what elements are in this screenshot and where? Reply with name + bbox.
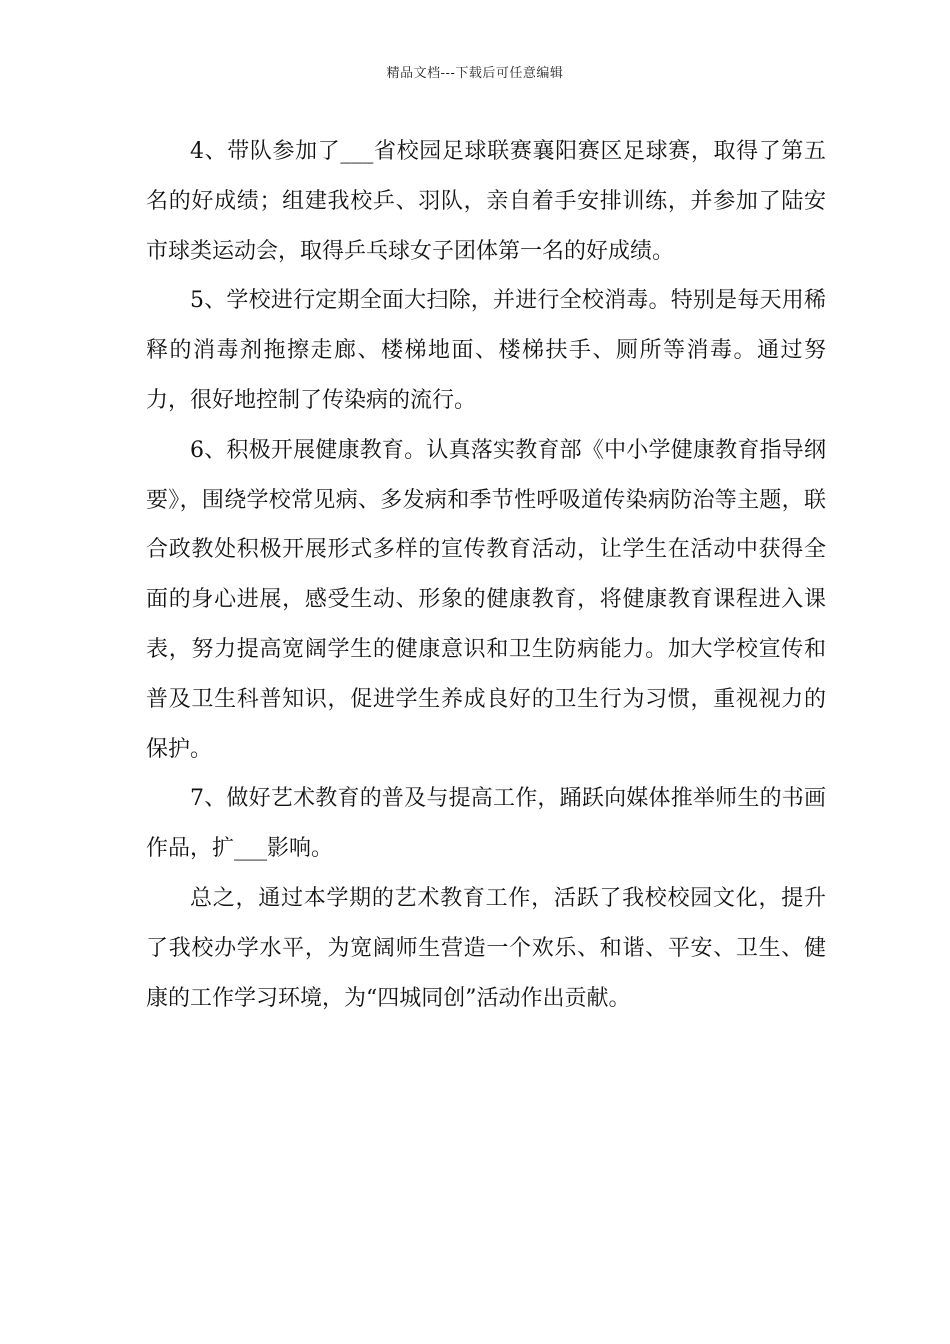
paragraph-item-6: 6、积极开展健康教育。认真落实教育部《中小学健康教育指导纲要》，围绕学校常见病、多发病和季节性呼吸道传染病防治等主题，联合政教处积极开展形式多样的宣传教育活动，让学生在活动中获得全面的身心进展，感受生动、形象的健康教育，将健康教育课程进入课表，努力提高宽阔学生的健康意识和卫生防病能力。加大学校宣传和普及卫生科普知识，促进学生养成良好的卫生行为习惯，重视视力的保护。 — [146, 437, 826, 762]
paragraph-item-5: 5、学校进行定期全面大扫除，并进行全校消毒。特别是每天用稀释的消毒剂拖擦走廊、楼梯地面、楼梯扶手、厕所等消毒。通过努力，很好地控制了传染病的流行。 — [146, 288, 826, 413]
paragraph-item-7: 7、做好艺术教育的普及与提高工作，踊跃向媒体推举师生的书画作品，扩___影响。 — [146, 786, 826, 862]
paragraph-summary: 总之，通过本学期的艺术教育工作，活跃了我校校园文化，提升了我校办学水平，为宽阔师生营造一个欢乐、和谐、平安、卫生、健康的工作学习环境，为“四城同创”活动作出贡献。 — [146, 885, 826, 1011]
paragraph-item-4: 4、带队参加了___省校园足球联赛襄阳赛区足球赛，取得了第五名的好成绩；组建我校乒、羽队，亲自着手安排训练，并参加了陆安市球类运动会，取得乒乓球女子团体第一名的好成绩。 — [146, 139, 826, 264]
page-header: 精品文档---下载后可任意编辑 — [386, 66, 564, 81]
document-body — [146, 127, 826, 1023]
